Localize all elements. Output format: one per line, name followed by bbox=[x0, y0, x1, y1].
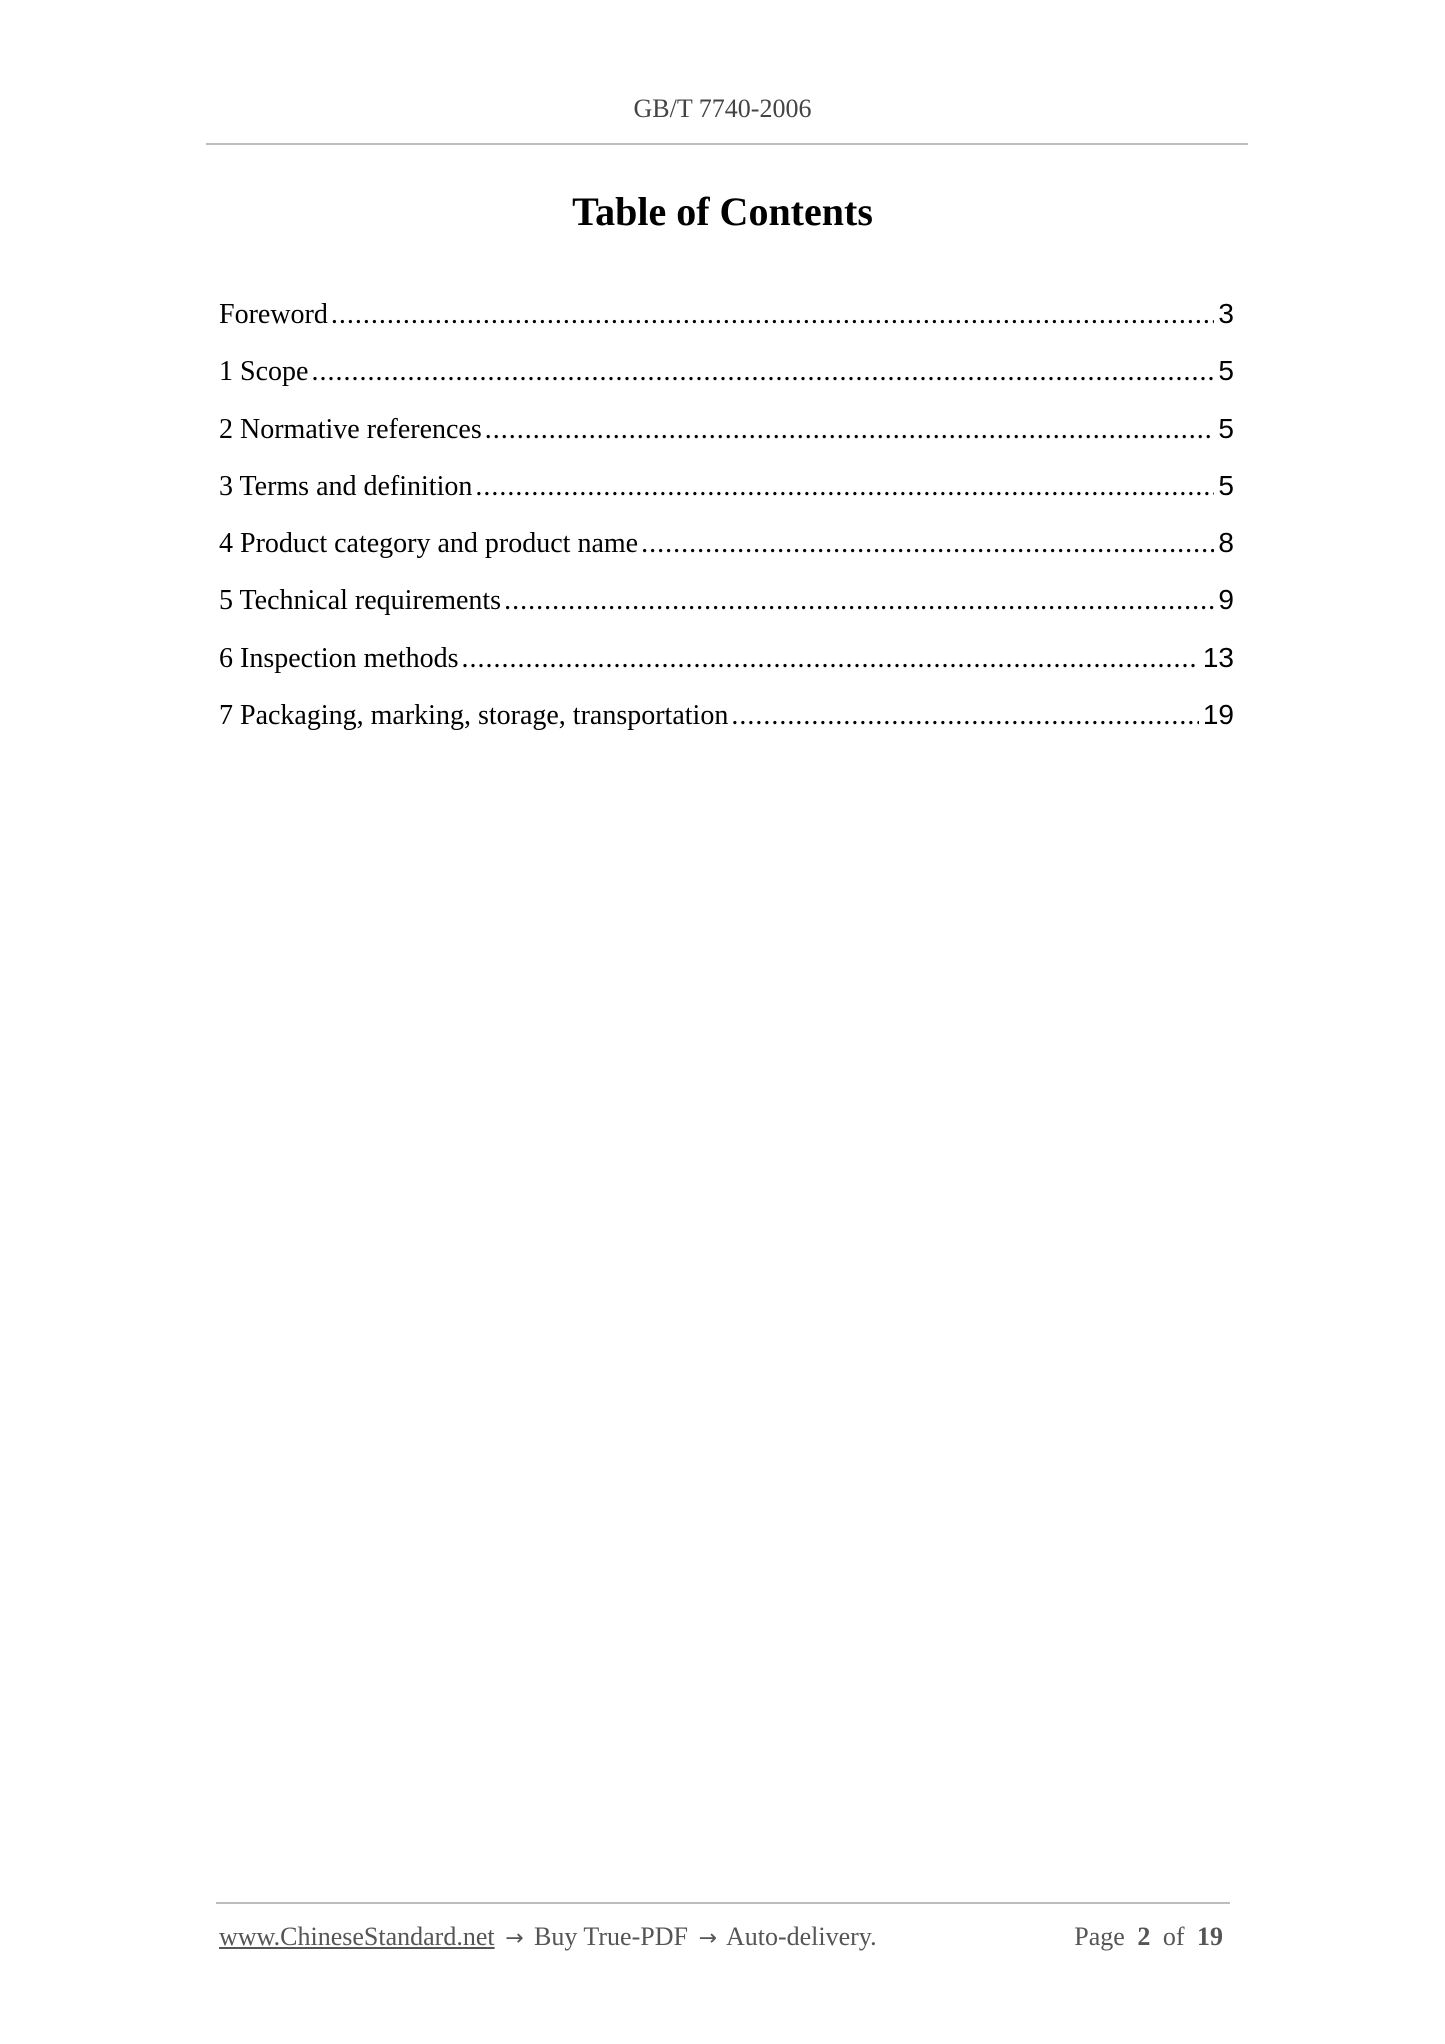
toc-dot-leader bbox=[504, 585, 1214, 617]
chinesestandard-link[interactable]: www.ChineseStandard.net bbox=[219, 1922, 495, 1951]
toc-entry-product-category[interactable] bbox=[219, 527, 1234, 584]
toc-entry-inspection-methods[interactable] bbox=[219, 642, 1234, 699]
toc-entry-page: 3 bbox=[1214, 298, 1234, 330]
toc-entry-page: 5 bbox=[1214, 470, 1234, 502]
toc-dot-leader bbox=[311, 356, 1214, 388]
document-code-header: GB/T 7740-2006 bbox=[633, 94, 812, 123]
toc-entry-foreword[interactable] bbox=[219, 298, 1234, 355]
toc-entry-label: 2 Normative references bbox=[219, 414, 485, 446]
toc-entry-page: 19 bbox=[1199, 699, 1234, 731]
toc-entry-normative-references[interactable] bbox=[219, 413, 1234, 470]
right-arrow-icon: → bbox=[505, 1926, 524, 1951]
footer-divider bbox=[216, 1902, 1230, 1904]
toc-entry-page: 8 bbox=[1214, 527, 1234, 559]
page-number bbox=[1074, 1922, 1229, 1952]
toc-dot-leader bbox=[331, 299, 1215, 331]
toc-dot-leader bbox=[475, 471, 1214, 503]
toc-dot-leader bbox=[485, 414, 1215, 446]
header-divider bbox=[206, 143, 1248, 145]
toc-entry-page: 5 bbox=[1214, 355, 1234, 387]
toc-entry-packaging[interactable] bbox=[219, 699, 1234, 756]
toc-entry-technical-requirements[interactable] bbox=[219, 584, 1234, 641]
right-arrow-icon: → bbox=[698, 1926, 717, 1951]
total-pages-number: 19 bbox=[1197, 1922, 1223, 1951]
toc-dot-leader bbox=[641, 528, 1214, 560]
page-word: Page bbox=[1074, 1922, 1125, 1951]
toc-title: Table of Contents bbox=[572, 189, 873, 234]
toc-entry-page: 5 bbox=[1214, 413, 1234, 445]
toc-entry-label: Foreword bbox=[219, 299, 331, 331]
toc-entry-page: 13 bbox=[1199, 642, 1234, 674]
toc-dot-leader bbox=[462, 643, 1199, 675]
auto-delivery-text: Auto-delivery. bbox=[725, 1922, 877, 1951]
toc-entry-label: 5 Technical requirements bbox=[219, 585, 504, 617]
toc-entry-terms-and-definition[interactable] bbox=[219, 470, 1234, 527]
toc-entry-label: 1 Scope bbox=[219, 356, 311, 388]
toc-entry-label: 6 Inspection methods bbox=[219, 643, 462, 675]
toc-entry-page: 9 bbox=[1214, 584, 1234, 616]
footer-purchase-info bbox=[219, 1922, 877, 1952]
toc-entry-label: 4 Product category and product name bbox=[219, 528, 641, 560]
current-page-number: 2 bbox=[1137, 1922, 1151, 1951]
table-of-contents bbox=[219, 298, 1234, 756]
toc-dot-leader bbox=[731, 700, 1199, 732]
buy-true-pdf-text: Buy True-PDF bbox=[534, 1922, 688, 1951]
toc-entry-scope[interactable] bbox=[219, 355, 1234, 412]
toc-entry-label: 3 Terms and definition bbox=[219, 471, 475, 503]
toc-entry-label: 7 Packaging, marking, storage, transportation bbox=[219, 700, 731, 732]
of-word: of bbox=[1162, 1922, 1185, 1951]
